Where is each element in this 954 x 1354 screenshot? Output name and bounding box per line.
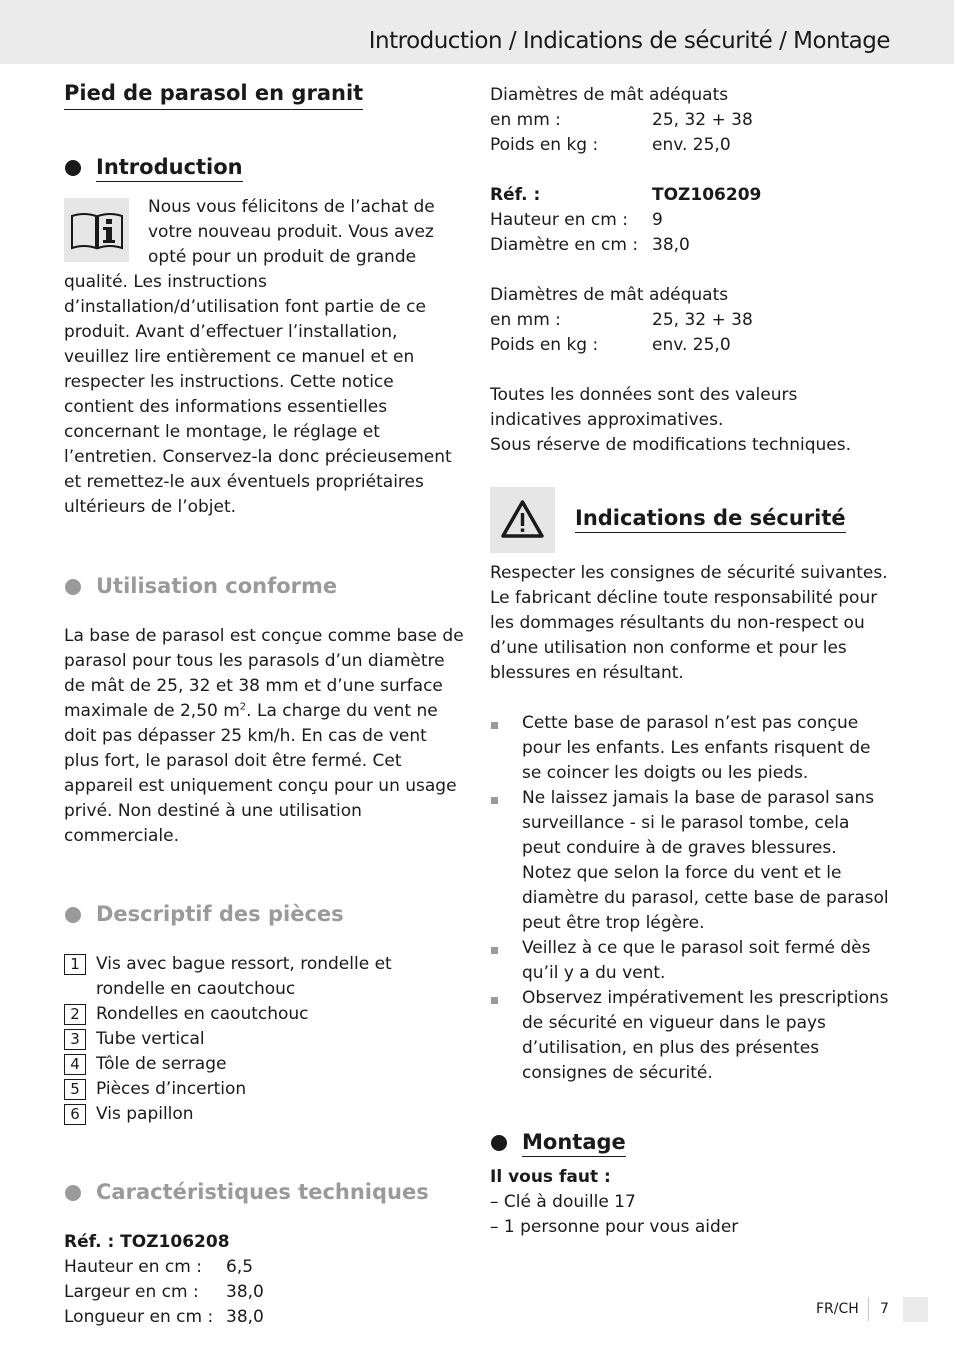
specs-heading: Caractéristiques techniques bbox=[64, 1177, 464, 1211]
safety-intro: Respecter les consignes de sécurité suivantes. Le fabricant décline toute responsabilité pour les dommages résultants du non-respect ou d’une utilisation non conforme et pour les blessures en résultant. bbox=[490, 563, 888, 683]
list-item: Veillez à ce que le parasol soit fermé dès qu’il y a du vent. bbox=[490, 936, 890, 986]
footer-tab-marker bbox=[903, 1297, 928, 1322]
list-item: Cette base de parasol n’est pas conçue pour les enfants. Les enfants risquent de se coincer les doigts ou les pieds. bbox=[490, 711, 890, 786]
right-column bbox=[490, 83, 890, 1240]
introduction-block bbox=[64, 195, 464, 520]
footer-language: FR/CH bbox=[816, 1301, 859, 1317]
spec-row: Longueur en cm : 38,0 bbox=[64, 1307, 264, 1327]
montage-need-label: Il vous faut : bbox=[490, 1167, 611, 1187]
spec-row: Diamètre en cm : 38,0 bbox=[490, 235, 690, 255]
utilisation-text: La base de parasol est conçue comme base de parasol pour tous les parasols d’un diamètre de mât de 25, 32 et 38 mm et d’une surface maximale de 2,50 $m^2$. La charge du vent ne doit pas dépasser 25 km/h. En cas de vent plus fort, le parasol doit être fermé. Cet appareil est uniquement conçu pour un usage privé. Non destiné à une utilisation commerciale. bbox=[64, 626, 464, 846]
list-item: – 1 personne pour vous aider bbox=[490, 1217, 739, 1237]
list-item: Ne laissez jamais la base de parasol sans surveillance - si le parasol tombe, cela peut conduire à de graves blessures. Notez que selon la force du vent et le diamètre du parasol, cette base de parasol peut être trop légère. bbox=[490, 786, 890, 936]
spec-mast-label: Diamètres de mât adéquats bbox=[490, 285, 729, 305]
safety-heading: Indications de sécurité bbox=[575, 504, 846, 533]
spec-row: Largeur en cm : 38,0 bbox=[64, 1282, 264, 1302]
bullet-dot-icon bbox=[65, 907, 81, 923]
page-number: 7 bbox=[880, 1301, 889, 1317]
list-item: 3 Tube vertical bbox=[64, 1027, 464, 1052]
footer-divider bbox=[868, 1297, 869, 1321]
spec-row: Hauteur en cm : 6,5 bbox=[64, 1257, 254, 1277]
parts-list bbox=[64, 952, 464, 1127]
list-item: – Clé à douille 17 bbox=[490, 1192, 636, 1212]
list-item: 2 Rondelles en caoutchouc bbox=[64, 1002, 464, 1027]
safety-bullets bbox=[490, 711, 890, 1086]
spec-note: Toutes les données sont des valeurs indicatives approximatives. bbox=[490, 385, 798, 430]
spec-row: en mm : 25, 32 + 38 bbox=[490, 110, 753, 130]
spec-row: Poids en kg : env. 25,0 bbox=[490, 135, 731, 155]
product-title: Pied de parasol en granit bbox=[64, 78, 363, 110]
info-book-icon bbox=[64, 198, 129, 262]
introduction-text: Nous vous félicitons de l’achat de votre nouveau produit. Vous avez opté pour un produit de grande qualité. Les instructions d’installation/d’utilisation font partie de ce produit. Avant d’effectuer l’installation, veuillez lire entièrement ce manuel et en respecter les instructions. Cette notice contient des informations essentielles concernant le montage, le réglage et l’entretien. Conservez-la donc précieusement et remettez-le aux éventuels propriétaires ultérieurs de l’objet. bbox=[64, 197, 452, 517]
bullet-dot-icon bbox=[65, 160, 81, 176]
safety-heading-block bbox=[490, 487, 890, 553]
bullet-dot-icon bbox=[65, 579, 81, 595]
spec-row: Hauteur en cm : 9 bbox=[490, 210, 663, 230]
left-column bbox=[64, 78, 464, 1330]
list-item: 6 Vis papillon bbox=[64, 1102, 464, 1127]
list-item: 1 Vis avec bague ressort, rondelle et rondelle en caoutchouc bbox=[64, 952, 464, 1002]
parts-heading: Descriptif des pièces bbox=[64, 899, 464, 933]
list-item: 4 Tôle de serrage bbox=[64, 1052, 464, 1077]
spec-row: en mm : 25, 32 + 38 bbox=[490, 310, 753, 330]
warning-triangle-icon bbox=[490, 487, 555, 553]
spec-ref-2: Réf. : TOZ106209 bbox=[490, 185, 762, 205]
bullet-dot-icon bbox=[65, 1185, 81, 1201]
list-item: Observez impérativement les prescriptions de sécurité en vigueur dans le pays d’utilisation, en plus des présentes consignes de sécurité. bbox=[490, 986, 890, 1086]
introduction-heading: Introduction bbox=[64, 152, 464, 186]
bullet-dot-icon bbox=[491, 1135, 507, 1151]
list-item: 5 Pièces d’incertion bbox=[64, 1077, 464, 1102]
spec-note: Sous réserve de modifications techniques. bbox=[490, 435, 851, 455]
page-header-title: Introduction / Indications de sécurité / Montage bbox=[368, 28, 890, 54]
spec-row: Poids en kg : env. 25,0 bbox=[490, 335, 731, 355]
utilisation-heading: Utilisation conforme bbox=[64, 571, 464, 605]
header-bar bbox=[0, 0, 954, 64]
montage-heading: Montage bbox=[490, 1127, 890, 1161]
spec-mast-label: Diamètres de mât adéquats bbox=[490, 85, 729, 105]
spec-ref-1: Réf. : TOZ106208 bbox=[64, 1232, 230, 1252]
